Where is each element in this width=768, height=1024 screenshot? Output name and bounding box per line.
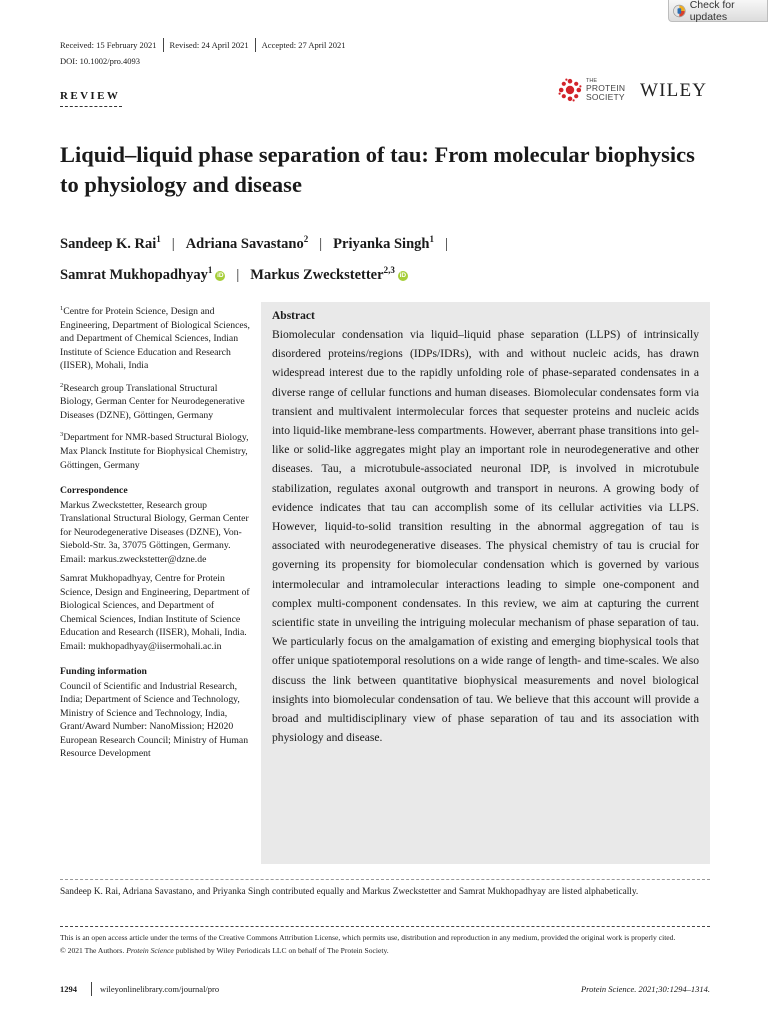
article-dates	[60, 38, 345, 52]
journal-url[interactable]: wileyonlinelibrary.com/journal/pro	[100, 984, 220, 994]
section-label: REVIEW	[60, 90, 121, 102]
protein-society-wordmark: THE PROTEIN SOCIETY	[586, 77, 626, 102]
footnote-divider	[60, 879, 710, 880]
copyright-line: © 2021 The Authors. Protein Science published by Wiley Periodicals LLC on behalf of The Protein Society.	[60, 946, 389, 955]
doi[interactable]: DOI: 10.1002/pro.4093	[60, 56, 141, 66]
correspondence-block: Markus Zweckstetter, Research group Translational Structural Biology, German Center for Neurodegenerative Diseases (DZNE), Von-Siebold-Str. 3a, 37075 Göttingen, Germany.	[60, 499, 249, 552]
date-divider	[255, 38, 256, 52]
date-divider	[163, 38, 164, 52]
abstract-box	[261, 302, 710, 864]
author[interactable]: Sandeep K. Rai$^1$	[60, 234, 161, 252]
author-separator: |	[236, 266, 240, 283]
wiley-logo: WILEY	[640, 80, 708, 101]
correspondence-email[interactable]: Email: mukhopadhyay@iisermohali.ac.in	[60, 640, 222, 652]
check-for-updates-label: Check for updates	[689, 0, 735, 23]
funding-heading: Funding information	[60, 666, 147, 678]
affiliation: $^1$Centre for Protein Science, Design and Engineering, Department of Biological Sciences, and Department of Chemical Sciences, Indian Institute of Science Education and Research (IISER), Mohali, India	[60, 305, 250, 372]
crossmark-icon	[673, 4, 686, 18]
received-date: Received: 15 February 2021	[60, 40, 157, 50]
author[interactable]: Priyanka Singh$^1$	[333, 234, 434, 252]
author-list	[60, 226, 700, 288]
protein-society-logo	[558, 78, 625, 102]
abstract-text: Biomolecular condensation via liquid–liquid phase separation (LLPS) of intrinsically disordered proteins/regions (IDPs/IDRs), with and without nucleic acids, has drawn widespread interest due to the rapidly unfolding role of phase-separated condensates in a diverse range of cellular functions and human diseases. Biomolecular condensates form via transient and multivalent intermolecular forces that sequester proteins and nucleic acids into liquid-like membrane-less compartments. However, aberrant phase transitions into gel-like or solid-like aggregates might play an important role in neurodegenerative and other diseases. Tau, a microtubule-associated neuronal IDP, is involved in microtubule stabilization, regulates axonal outgrowth and transport in neurons. A growing body of evidence indicates that tau can accomplish some of its cellular activities via LLPS. However, liquid-to-solid transition resulting in the abnormal aggregation of tau is associated with neurodegenerative diseases. The physical chemistry of tau is crucial for governing its propensity for biomolecular condensation which is governed by various intermolecular and intramolecular interactions leading to simple one-component and complex multi-component condensates. In this review, we aim at capturing the current scientific state in unveiling the intriguing molecular mechanism of phase separation of tau. We particularly focus on the amalgamation of existing and emerging biophysical tools that offer unique spatiotemporal resolutions on a wide range of length- and time-scales. We also discuss the link between quantitative biophysical measurements and novel biological insights into biomolecular condensation of tau. We believe that this account will provide a broad and multidisciplinary view of phase separation of tau and its association with physiology and disease.	[272, 328, 699, 745]
section-underline	[60, 106, 122, 107]
revised-date: Revised: 24 April 2021	[169, 40, 249, 50]
accepted-date: Accepted: 27 April 2021	[261, 40, 346, 50]
author[interactable]: Markus Zweckstetter$^{2,3}$	[250, 264, 395, 283]
affiliation: $^2$Research group Translational Structural Biology, German Center for Neurodegenerative Diseases (DZNE), Göttingen, Germany	[60, 381, 245, 421]
footer-divider	[91, 982, 92, 996]
author-separator: |	[444, 235, 448, 252]
affiliation: $^3$Department for NMR-based Structural Biology, Max Planck Institute for Biophysical Chemistry, Göttingen, Germany	[60, 431, 249, 471]
correspondence-email[interactable]: Email: markus.zweckstetter@dzne.de	[60, 553, 207, 565]
author[interactable]: Samrat Mukhopadhyay$^1$	[60, 264, 213, 283]
page-number: 1294	[60, 984, 77, 994]
abstract-heading: Abstract	[272, 310, 315, 322]
contribution-footnote: Sandeep K. Rai, Adriana Savastano, and Priyanka Singh contributed equally and Markus Zweckstetter and Samrat Mukhopadhyay are listed alphabetically.	[60, 887, 639, 897]
author[interactable]: Adriana Savastano$^2$	[185, 234, 309, 252]
article-title: Liquid–liquid phase separation of tau: From molecular biophysics to physiology and disease	[60, 142, 695, 197]
author-separator: |	[319, 235, 323, 252]
page-footer	[60, 982, 710, 996]
license-text: This is an open access article under the terms of the Creative Commons Attribution License, which permits use, distribution and reproduction in any medium, provided the original work is properly cited.	[60, 933, 676, 942]
license-divider	[60, 926, 710, 927]
affiliation-sidebar	[60, 302, 250, 761]
orcid-icon[interactable]: iD	[217, 271, 224, 279]
author-separator: |	[171, 235, 175, 252]
orcid-icon[interactable]: iD	[399, 271, 407, 279]
protein-society-emblem-icon	[558, 78, 582, 102]
correspondence-block: Samrat Mukhopadhyay, Centre for Protein Science, Design and Engineering, Department of Biological Sciences, and Department of Chemical Sciences, Indian Institute of Science Education and Research (IISER), Mohali, India.	[60, 573, 250, 639]
license-block	[60, 931, 710, 957]
journal-citation: Protein Science. 2021;30:1294–1314.	[580, 984, 710, 994]
check-for-updates-badge[interactable]	[668, 0, 768, 22]
funding-text: Council of Scientific and Industrial Research, India; Department of Science and Technology, Ministry of Science and Technology, India, Grant/Award Number: NanoMission; H2020 European Research Council; Ministry of Human Resource Development	[60, 680, 249, 760]
correspondence-heading: Correspondence	[60, 485, 128, 497]
